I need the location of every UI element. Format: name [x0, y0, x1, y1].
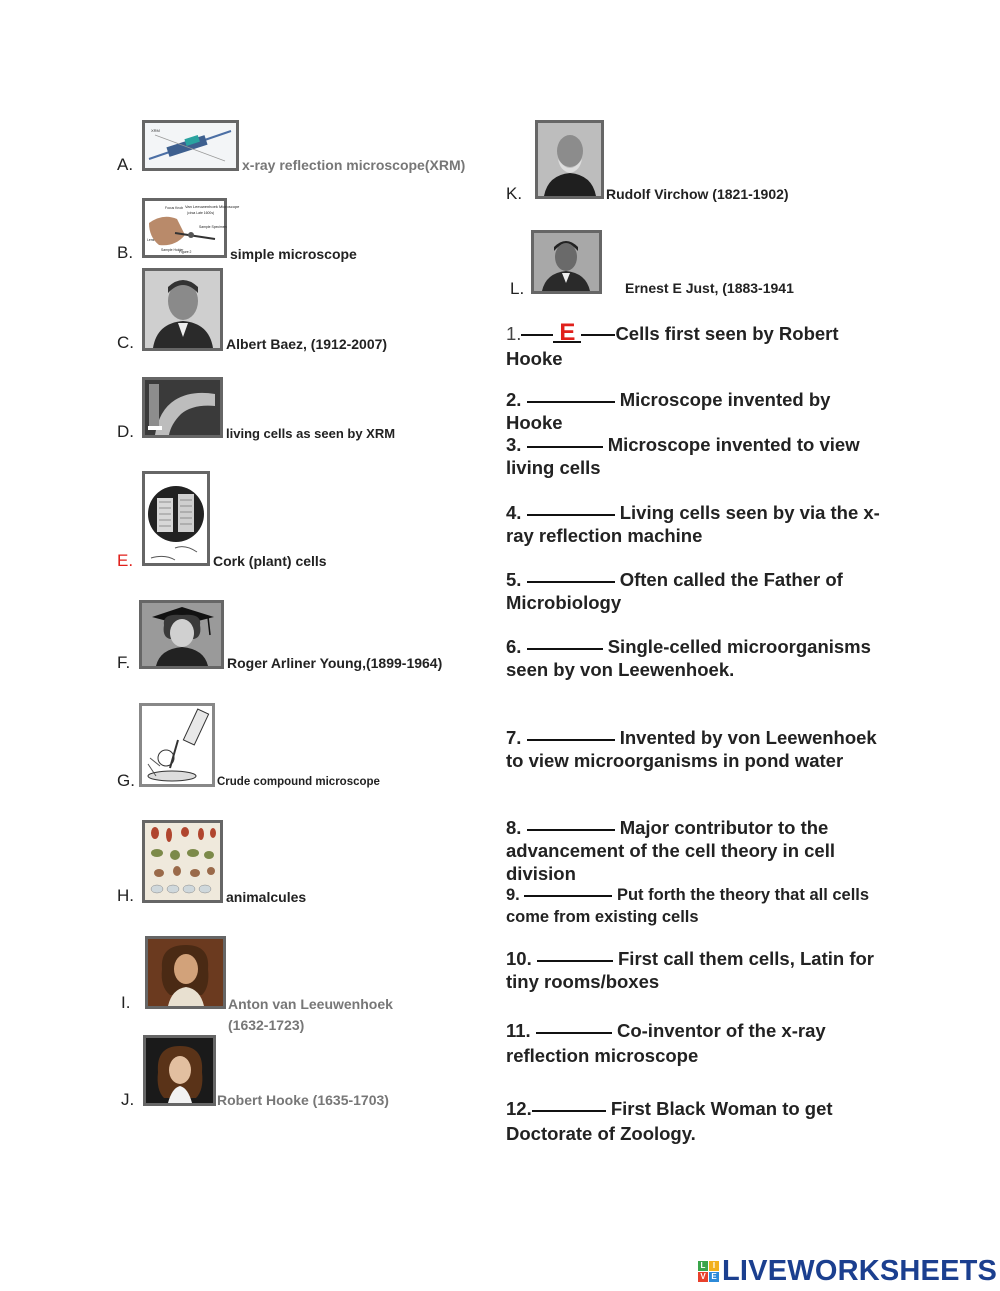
logo-icon [698, 1261, 719, 1282]
answer-8-input[interactable] [527, 829, 615, 831]
roger-arliner-young-portrait [139, 600, 224, 669]
question-2-text: Microscope invented by Hooke [506, 389, 831, 433]
question-11 [506, 1018, 886, 1068]
screw-label: Focus Knob [165, 206, 184, 210]
specimen-label: Sample Specimen [199, 225, 227, 229]
question-6-text: Single-celled microorganisms seen by von Leewenhoek. [506, 636, 871, 680]
item-caption-g: Crude compound microscope [217, 776, 380, 788]
answer-2-input[interactable] [527, 401, 615, 403]
robert-hooke-portrait [143, 1035, 216, 1106]
question-2 [506, 388, 886, 434]
answer-11-input[interactable] [536, 1032, 612, 1034]
item-caption-f: Roger Arliner Young,(1899-1964) [227, 655, 443, 671]
question-5-number: 5. [506, 569, 522, 590]
question-4-number: 4. [506, 502, 522, 523]
item-letter-h: H. [117, 886, 134, 905]
question-2-number: 2. [506, 389, 522, 410]
item-letter-d: D. [117, 422, 134, 441]
answer-4-input[interactable] [527, 514, 615, 516]
question-6-number: 6. [506, 636, 522, 657]
leeuwenhoek-date-label: (circa Late 1600s) [187, 211, 215, 215]
item-letter-g: G. [117, 771, 135, 790]
item-caption-b: simple microscope [230, 246, 357, 262]
xrm-living-cells-image [142, 377, 223, 438]
item-letter-j: J. [121, 1090, 135, 1109]
answer-6-input[interactable] [527, 648, 603, 650]
question-3 [506, 433, 886, 479]
logo-icon-v: V [698, 1272, 708, 1282]
answer-5-input[interactable] [527, 581, 615, 583]
answer-3-input[interactable] [527, 446, 603, 448]
anton-van-leeuwenhoek-portrait [145, 936, 226, 1009]
leeuwenhoek-microscope-label: Van Leeuwenhoek Microscope [185, 204, 240, 209]
question-6 [506, 635, 886, 681]
logo-text: LIVEWORKSHEETS [722, 1254, 998, 1287]
item-letter-l: L. [510, 279, 525, 298]
item-letter-k: K. [506, 184, 523, 203]
question-4-text: Living cells seen by via the x-ray reflection machine [506, 502, 880, 546]
item-caption-d: living cells as seen by XRM [226, 426, 396, 441]
question-1-number: 1. [506, 323, 522, 344]
question-7-text: Invented by von Leewenhoek to view microorganisms in pond water [506, 727, 877, 771]
ernest-e-just-portrait [531, 230, 602, 294]
answer-1-value: E [559, 319, 576, 346]
figure-label: Figure 2 [179, 250, 192, 254]
liveworksheets-logo [698, 1254, 997, 1288]
item-caption-j: Robert Hooke (1635-1703) [217, 1092, 389, 1108]
animalcules-illustration [142, 820, 223, 903]
item-caption-k: Rudolf Virchow (1821-1902) [606, 186, 789, 202]
item-caption-l: Ernest E Just, (1883-1941 [625, 280, 794, 296]
logo-icon-i: I [709, 1261, 719, 1271]
answer-9-input[interactable] [524, 895, 612, 897]
question-1-text: Cells first seen by Robert Hooke [506, 323, 839, 369]
question-7 [506, 726, 886, 772]
albert-baez-portrait [142, 268, 223, 351]
item-caption-a: x-ray reflection microscope(XRM) [242, 157, 466, 173]
question-9-text: Put forth the theory that all cells come from existing cells [506, 886, 870, 926]
item-caption-h: animalcules [226, 889, 307, 905]
question-11-text: Co-inventor of the x-ray reflection microscope [506, 1020, 826, 1066]
question-10-number: 10. [506, 948, 532, 969]
cork-cells-drawing [142, 471, 210, 566]
question-8 [506, 816, 886, 885]
holder-label: Sample Holder [161, 248, 184, 252]
question-8-number: 8. [506, 817, 522, 838]
question-9-number: 9. [506, 886, 520, 904]
question-1 [506, 321, 886, 370]
item-caption-i-dates: (1632-1723) [228, 1017, 305, 1033]
item-letter-e: E. [117, 551, 134, 570]
question-12 [506, 1096, 886, 1146]
item-letter-c: C. [117, 333, 134, 352]
question-11-number: 11. [506, 1020, 531, 1041]
item-letter-f: F. [117, 653, 131, 672]
compound-microscope-drawing [139, 703, 215, 787]
logo-icon-e: E [709, 1272, 719, 1282]
logo-icon-l: L [698, 1261, 708, 1271]
svg-text:XRM: XRM [151, 128, 160, 133]
answer-12-input[interactable] [532, 1110, 606, 1112]
answer-7-input[interactable] [527, 739, 615, 741]
simple-microscope-diagram [142, 198, 240, 258]
question-5 [506, 568, 886, 614]
xrm-image [142, 120, 239, 171]
rudolf-virchow-portrait [535, 120, 604, 199]
item-letter-b: B. [117, 243, 134, 262]
answer-10-input[interactable] [537, 960, 613, 962]
lens-label: Lens [147, 238, 155, 242]
item-caption-e: Cork (plant) cells [213, 553, 327, 569]
question-12-text: First Black Woman to get Doctorate of Zoology. [506, 1098, 833, 1144]
question-9 [506, 884, 876, 928]
answer-1-input[interactable] [553, 317, 581, 346]
question-8-text: Major contributor to the advancement of the cell theory in cell division [506, 817, 835, 884]
question-10-text: First call them cells, Latin for tiny rooms/boxes [506, 948, 874, 992]
question-10 [506, 947, 886, 993]
question-7-number: 7. [506, 727, 522, 748]
question-4 [506, 501, 886, 547]
item-letter-i: I. [121, 993, 131, 1012]
item-letter-a: A. [117, 155, 134, 174]
question-3-number: 3. [506, 434, 522, 455]
question-3-text: Microscope invented to view living cells [506, 434, 860, 478]
question-12-number: 12. [506, 1098, 532, 1119]
item-caption-i: Anton van Leeuwenhoek [228, 996, 393, 1012]
item-caption-c: Albert Baez, (1912-2007) [226, 336, 388, 352]
question-5-text: Often called the Father of Microbiology [506, 569, 843, 613]
